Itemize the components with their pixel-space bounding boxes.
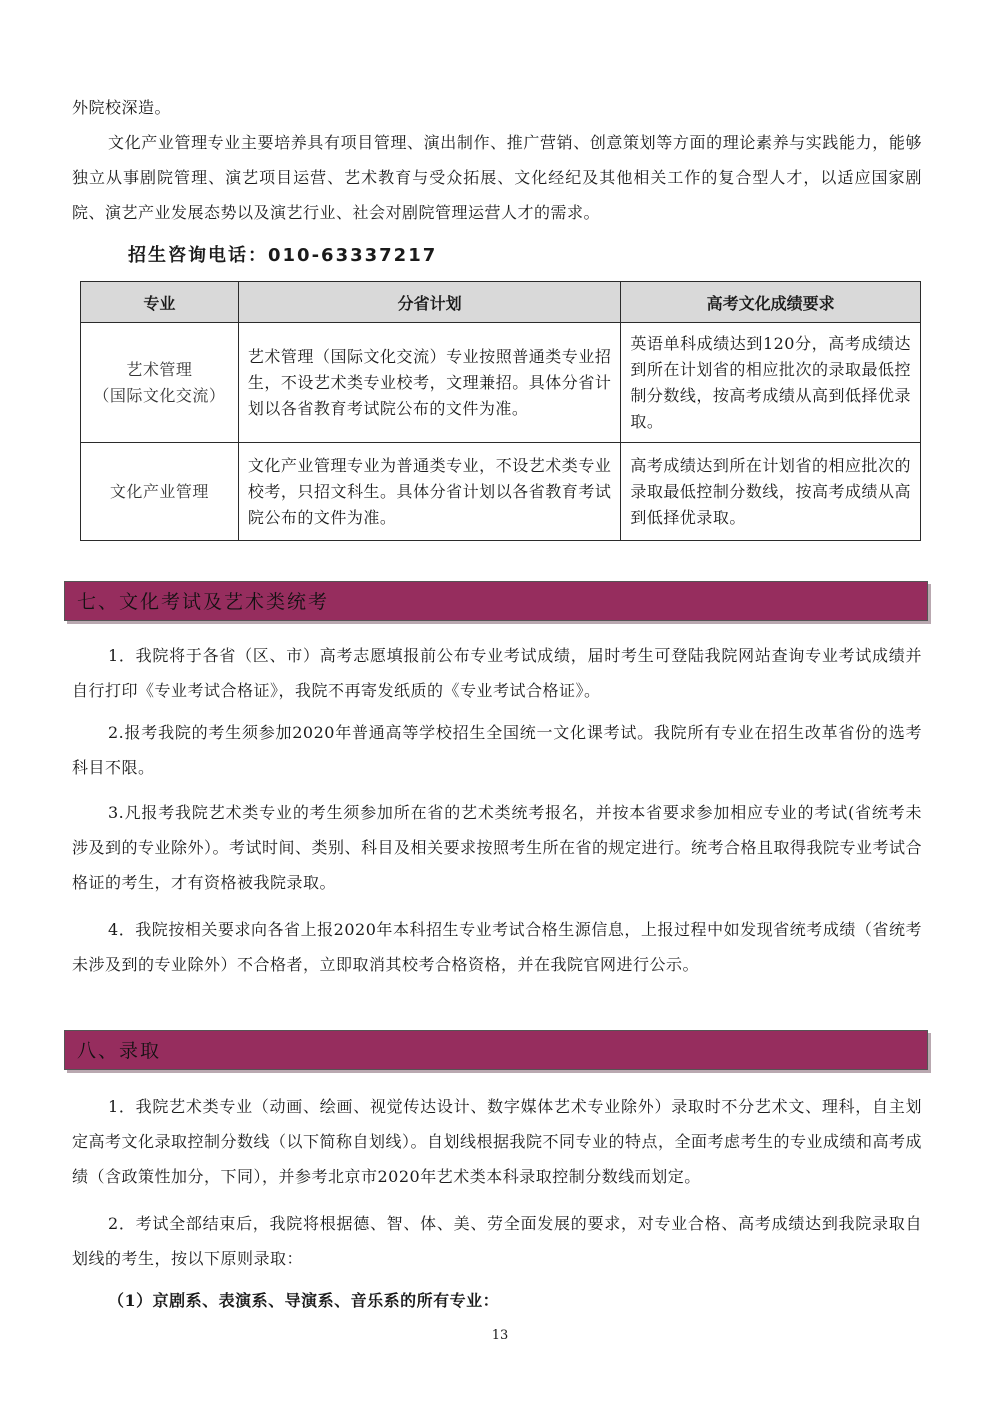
section-7-item-3: 3.凡报考我院艺术类专业的考生须参加所在省的艺术类统考报名，并按本省要求参加相应专业的考试(省统考未涉及到的专业除外）。考试时间、类别、科目及相关要求按照考生所在省的规定进行。统考合格且取得我院专业考试合格证的考生，才有资格被我院录取。 bbox=[72, 803, 923, 892]
header-major: 专业 bbox=[81, 282, 239, 323]
header-province-plan: 分省计划 bbox=[238, 282, 621, 323]
major-name: 文化产业管理 bbox=[109, 481, 209, 501]
requirement-cell: 英语单科成绩达到120分，高考成绩达到所在计划省的相应批次的录取最低控制分数线，按高考成绩从高到低择优录取。 bbox=[621, 323, 921, 443]
section-7-item-4: 4．我院按相关要求向各省上报2020年本科招生专业考试合格生源信息，上报过程中如发现省统考成绩（省统考未涉及到的专业除外）不合格者，立即取消其校考合格资格，并在我院官网进行公示。 bbox=[72, 920, 922, 974]
section-8-item-2: 2．考试全部结束后，我院将根据德、智、体、美、劳全面发展的要求，对专业合格、高考成绩达到我院录取自划线的考生，按以下原则录取： bbox=[72, 1214, 922, 1268]
section-8-item-1: 1．我院艺术类专业（动画、绘画、视觉传达设计、数字媒体艺术专业除外）录取时不分艺术文、理科，自主划定高考文化录取控制分数线（以下简称自划线）。自划线根据我院不同专业的特点，全面考虑考生的专业成绩和高考成绩（含政策性加分，下同），并参考北京市2020年艺术类本科录取控制分数线而划定。 bbox=[72, 1097, 923, 1186]
major-cell bbox=[81, 323, 239, 443]
intro-paragraph-2: 文化产业管理专业主要培养具有项目管理、演出制作、推广营销、创意策划等方面的理论素养与实践能力，能够独立从事剧院管理、演艺项目运营、艺术教育与受众拓展、文化经纪及其他相关工作的复合型人才，以适应国家剧院、演艺产业发展态势以及演艺行业、社会对剧院管理运营人才的需求。 bbox=[72, 133, 922, 222]
table-row bbox=[81, 443, 921, 541]
plan-cell: 文化产业管理专业为普通类专业，不设艺术类专业校考，只招文科生。具体分省计划以各省教育考试院公布的文件为准。 bbox=[238, 443, 621, 541]
section-8-subitem-1: （1）京剧系、表演系、导演系、音乐系的所有专业： bbox=[108, 1291, 500, 1310]
page-number: 13 bbox=[491, 1328, 509, 1343]
requirement-cell: 高考成绩达到所在计划省的相应批次的录取最低控制分数线，按高考成绩从高到低择优录取。 bbox=[621, 443, 921, 541]
major-subname: （国际文化交流） bbox=[93, 385, 226, 405]
enrollment-plan-table bbox=[80, 281, 921, 541]
table-row bbox=[81, 323, 921, 443]
plan-cell: 艺术管理（国际文化交流）专业按照普通类专业招生，不设艺术类专业校考，文理兼招。具体分省计划以各省教育考试院公布的文件为准。 bbox=[238, 323, 621, 443]
section-7-heading: 七、文化考试及艺术类统考 bbox=[64, 581, 928, 621]
major-name: 艺术管理 bbox=[126, 359, 193, 379]
admissions-phone: 招生咨询电话：010-63337217 bbox=[128, 245, 438, 266]
major-cell bbox=[81, 443, 239, 541]
section-7-item-2: 2.报考我院的考生须参加2020年普通高等学校招生全国统一文化课考试。我院所有专业在招生改革省份的选考科目不限。 bbox=[72, 723, 922, 777]
intro-paragraph-1: 外院校深造。 bbox=[72, 98, 172, 117]
section-8-heading: 八、录取 bbox=[64, 1030, 928, 1070]
section-7-item-1: 1．我院将于各省（区、市）高考志愿填报前公布专业考试成绩，届时考生可登陆我院网站查询专业考试成绩并自行打印《专业考试合格证》，我院不再寄发纸质的《专业考试合格证》。 bbox=[72, 646, 922, 700]
table-header-row bbox=[81, 282, 921, 323]
header-score-requirement: 高考文化成绩要求 bbox=[621, 282, 921, 323]
